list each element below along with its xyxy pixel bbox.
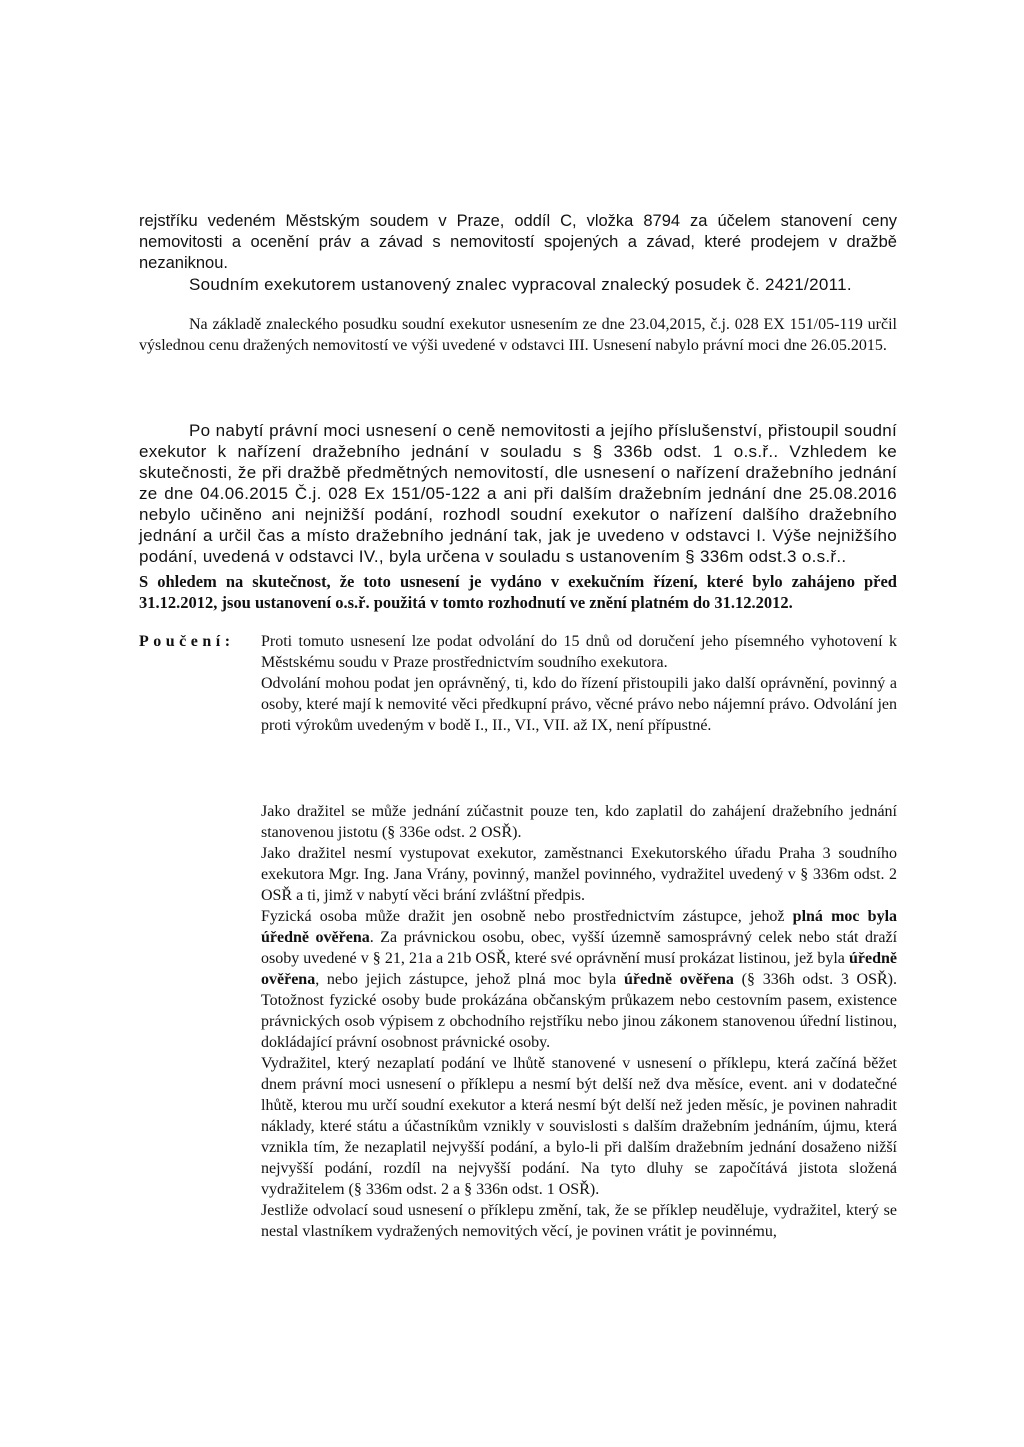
auction-order-paragraph: Po nabytí právní moci usnesení o ceně nemovitosti a jejího příslušenství, přistoupil soudní exekutor k nařízení dražebního jednání v souladu s § 336b odst. 1 o.s.ř.. Vzhledem ke skutečnosti, že při dražbě předmětných nemovitostí, dle usnesení o nařízení dražebního jednání ze dne 04.06.2015 Č.j. 028 Ex 151/05-122 a ani při dalším dražebním jednání dne 25.08.2016 nebylo učiněno ani nejnižší podání, rozhodl soudní exekutor o nařízení dalšího dražebního jednání a určil čas a místo dražebního jednání tak, jak je uvedeno v odstavci I. Výše nejnižšího podání, uvedená v odstavci IV., byla určena v souladu s ustanovením § 336m odst.3 o.s.ř.. [139, 421, 897, 566]
bidder-rules-block [261, 801, 897, 1242]
identity-text-b: plná moc byla úředně ověřena [261, 908, 898, 946]
bidder-identity-paragraph [261, 906, 897, 1053]
expert-paragraph: Soudním exekutorem ustanovený znalec vypracoval znalecký posudek č. 2421/2011. [189, 275, 852, 294]
intro-paragraph: rejstříku vedeném Městským soudem v Praze, oddíl C, vložka 8794 za účelem stanovení ceny nemovitosti a ocenění práv a závad s nemovitostí spojených a závad, které prodejem v dražbě nezaniknou. [139, 212, 897, 272]
instruction-block [261, 631, 897, 736]
valuation-paragraph: Na základě znaleckého posudku soudní exekutor usnesením ze dne 23.04,2015, č.j. 028 EX 151/05-119 určil výslednou cenu dražených nemovitostí ve výši uvedené v odstavci III. Usnesení nabylo právní moci dne 26.05.2015. [139, 316, 897, 354]
instruction-label: Poučení: [139, 633, 235, 650]
identity-text-d: úředně ověřena [261, 950, 897, 988]
bidder-exclusion-paragraph: Jako dražitel nesmí vystupovat exekutor, zaměstnanci Exekutorského úřadu Praha 3 soudního exekutora Mgr. Ing. Jana Vrány, povinný, manžel povinného, vydražitel uvedený v § 336m odst. 2 OSŘ a ti, jimž v nabytí věci brání zvláštní předpis. [261, 845, 897, 904]
bidder-deposit-paragraph: Jako dražitel se může jednání zúčastnit pouze ten, kdo zaplatil do zahájení dražebního jednání stanovenou jistotu (§ 336e odst. 2 OSŘ). [261, 803, 897, 841]
legal-notice-paragraph: S ohledem na skutečnost, že toto usnesení je vydáno v exekučním řízení, které bylo zahájeno před 31.12.2012, jsou ustanovení o.s.ř. použitá v tomto rozhodnutí ve znění platném do 31.12.2012. [139, 572, 897, 612]
identity-text-a: Fyzická osoba může dražit jen osobně nebo prostřednictvím zástupce, jehož [261, 908, 793, 925]
appeal-change-paragraph: Jestliže odvolací soud usnesení o příklepu změní, tak, že se příklep neuděluje, vydražitel, který se nestal vlastníkem vydražených nemovitých věcí, je povinen vrátit je povinnému, [261, 1202, 897, 1240]
buyer-obligation-paragraph: Vydražitel, který nezaplatí podání ve lhůtě stanovené v usnesení o příklepu, která začíná běžet dnem právní moci usnesení o příklepu a nesmí být delší než dva měsíce, event. ani v dodatečné lhůtě, kterou mu určí soudní exekutor a která nesmí být delší než jeden měsíc, je povinen nahradit náklady, které státu a účastníkům vznikly v souvislosti s dalším dražebním jednáním, újmu, která vznikla tím, že nezaplatil nejvyšší podání, a bylo-li při dalším dražebním jednání dosaženo nižší nejvyšší podání, rozdíl na nejvyšší podání. Na tyto dluhy se započítává jistota složená vydražitelem (§ 336m odst. 2 a § 336n odst. 1 OSŘ). [261, 1055, 897, 1198]
identity-text-g: (§ 336h odst. 3 OSŘ). Totožnost fyzické osoby bude prokázána občanským průkazem nebo cestovním pasem, existence právnických osob výpisem z obchodního rejstříku nebo jinou zákonem stanovenou úřední listinou, dokládající právní osobnost právnické osoby. [261, 971, 898, 1051]
appeal-paragraph: Proti tomuto usnesení lze podat odvolání do 15 dnů od doručení jeho písemného vyhotovení k Městskému soudu v Praze prostřednictvím soudního exekutora. [261, 633, 897, 671]
appeal-eligibility-paragraph: Odvolání mohou podat jen oprávněný, ti, kdo do řízení přistoupili jako další oprávnění, povinný a osoby, které mají k nemovité věci předkupní právo, věcné právo nebo nájemní právo. Odvolání jen proti výrokům uvedeným v bodě I., II., VI., VII. až IX, není přípustné. [261, 675, 897, 734]
identity-text-e: , nebo jejich zástupce, jehož plná moc byla [315, 971, 624, 988]
identity-text-f: úředně ověřena [624, 971, 734, 988]
identity-text-c: . Za právnickou osobu, obec, vyšší územně samosprávný celek nebo stát draží osoby uvedené v § 21, 21a a 21b OSŘ, které své oprávnění musí prokázat listinou, jež byla [261, 929, 898, 967]
